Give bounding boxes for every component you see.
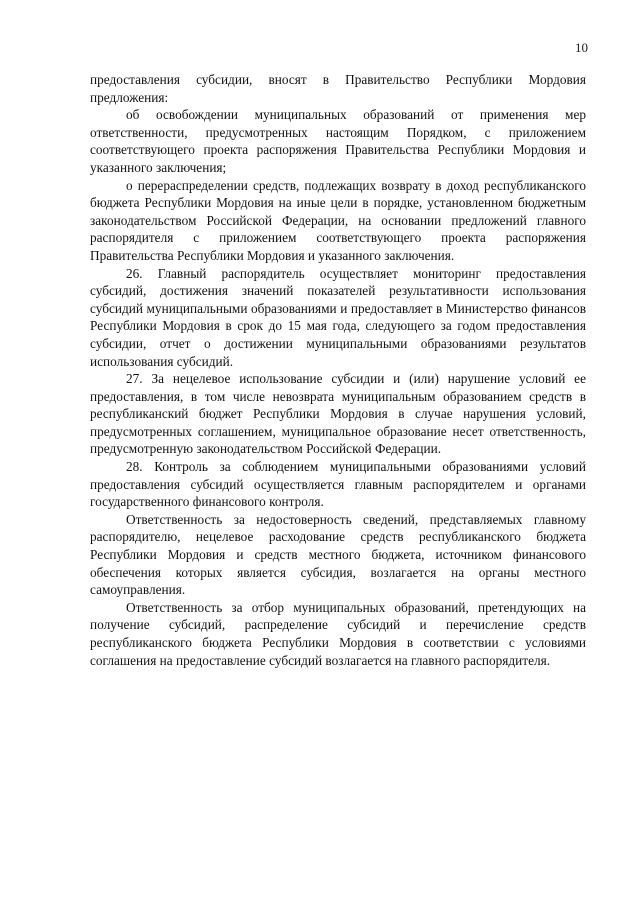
paragraph-responsibility-reporting: Ответственность за недостоверность сведений, представляемых главному распорядителю, нецелевое расходование средств республиканского бюджета Республики Мордовия и средств местного бюджета, источником финансового обеспечения которых является субсидия, возлагается на органы местного самоуправления.: [90, 511, 586, 598]
paragraph-continued-intro: предоставления субсидии, вносят в Правительство Республики Мордовия предложения:: [90, 72, 586, 105]
paragraph-responsibility-selection: Ответственность за отбор муниципальных образований, претендующих на получение субсидий, распределение субсидий и перечисление средств республиканского бюджета Республики Мордовия в соответствии с условиями соглашения на предоставление субсидий возлагается на главного распорядителя.: [90, 599, 586, 668]
paragraph-item-28: 28. Контроль за соблюдением муниципальными образованиями условий предоставления субсидий осуществляется главным распорядителем и органами государственного финансового контроля.: [90, 459, 586, 510]
paragraph-redistribution-proposal: о перераспределении средств, подлежащих возврату в доход республиканского бюджета Республики Мордовия на иные цели в порядке, установленном бюджетным законодательством Российской Федерации, на основании предложений главного распорядителя с приложением соответствующего проекта распоряжения Правительства Республики Мордовия и указанного заключения.: [90, 177, 586, 263]
page-number: 10: [575, 40, 588, 55]
document-body: [90, 71, 586, 669]
paragraph-exemption-proposal: об освобождении муниципальных образований от применения мер ответственности, предусмотренных настоящим Порядком, с приложением соответствующего проекта распоряжения Правительства Республики Мордовия и указанного заключения;: [90, 107, 586, 175]
paragraph-item-26: 26. Главный распорядитель осуществляет мониторинг предоставления субсидий, достижения значений показателей результативности использования субсидий муниципальными образованиями и предоставляет в Министерство финансов Республики Мордовия в срок до 15 мая года, следующего за годом предоставления субсидии, отчет о достижении муниципальными образованиями результатов использования субсидий.: [90, 265, 586, 369]
paragraph-item-27: 27. За нецелевое использование субсидии и (или) нарушение условий ее предоставления, в том числе невозврата муниципальным образованием средств в республиканский бюджет Республики Мордовия в случае нарушения условий, предусмотренных соглашением, муниципальное образование несет ответственность, предусмотренную законодательством Российской Федерации.: [90, 371, 586, 457]
